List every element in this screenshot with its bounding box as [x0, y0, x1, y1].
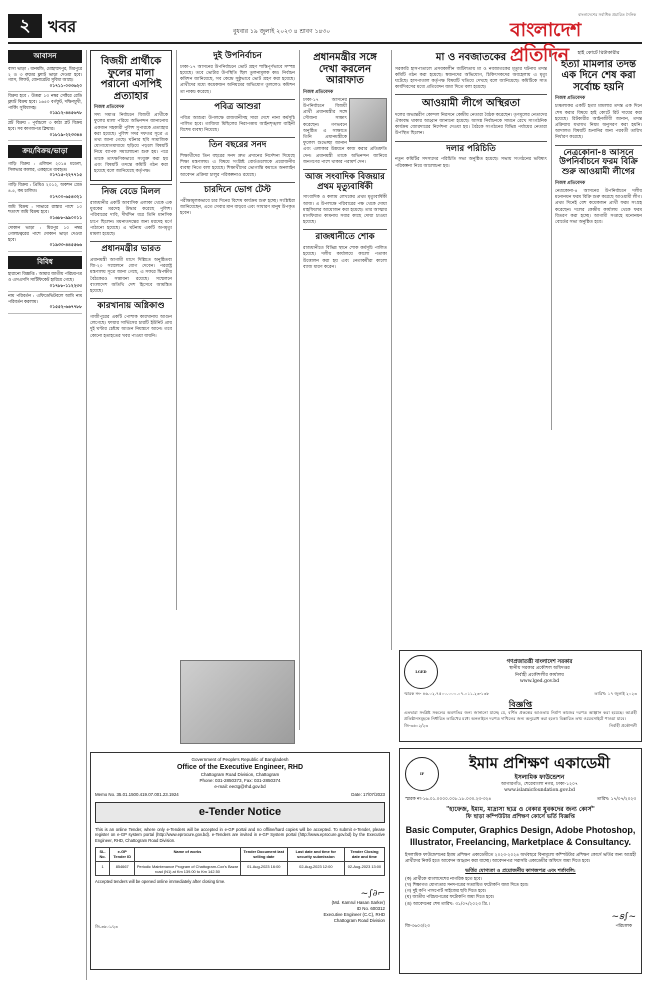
divider [90, 298, 172, 299]
etender-signature-block [95, 888, 385, 924]
story-body: চাঞ্চল্যকর একটি হত্যা মামলার তদন্ত এক দিনে শেষ করার বিষয়ে হাই কোর্টে রিট দায়ের করা হয়েছে। রিটকারীর আইনজীবী জানান, তদন্ত প্রক্রিয়ায় যথাযথ নিয়ম অনুসরণ করা হয়নি। আদালত বিষয়টি শুনানির জন্য পরবর্তী তারিখ নির্ধারণ করেছে। [555, 104, 642, 141]
etender-office: Office of the Executive Engineer, RHD [176, 764, 304, 772]
signer-office: Chattogram Road Division [333, 917, 385, 923]
ad-gov-title: গণপ্রজাতন্ত্রী বাংলাদেশ সরকার [506, 659, 573, 666]
classified-phone[interactable]: ০১৯১২-৪৪৫৬৭৮ [49, 111, 82, 117]
news-column-2 [90, 50, 172, 600]
story-body: নেত্রকোনা-৪ আসনের উপনির্বাচনে দলীয় মনোনয়ন ফরম বিক্রি শুরু করেছে আওয়ামী লীগ। প্রথম দিনেই বেশ কয়েকজন প্রার্থী ফরম সংগ্রহ করেছেন। দলের কেন্দ্রীয় কার্যালয় থেকে ফরম বিতরণ করা হচ্ছে। আগামী সপ্তাহে মনোনয়ন বোর্ডের সভা অনুষ্ঠিত হবে। [555, 189, 642, 226]
table-cell: 854667 [110, 862, 135, 876]
column-rule [299, 50, 300, 730]
table-header-cell: Last date and time for security submission [287, 847, 344, 861]
classified-text: গাড়ি বিক্রয় : এলিয়ন ২০১৪ মডেল, সিলভার কালার, একহাতে ব্যবহৃত। [8, 161, 82, 173]
headline[interactable]: মা ও নবজাতকের [435, 52, 507, 63]
classified-ad[interactable] [8, 120, 82, 141]
classified-ad[interactable] [8, 92, 82, 119]
classified-phone[interactable]: ০১৭০০-৬৫৪৩২১ [49, 194, 82, 200]
story-body: দলের অভ্যন্তরীণ কোন্দল নিরসনে কেন্দ্রীয় নেতারা বৈঠক করেছেন। তৃণমূলের নেতাদের ঐক্যবদ্ধ থাকার আহ্বান জানানো হয়েছে। আসন্ন নির্বাচনকে সামনে রেখে সাংগঠনিক কার্যক্রম জোরদারের নির্দেশনা দেওয়া হয়। বৈঠকে সংগঠনের বিভিন্ন পর্যায়ের নেতারা উপস্থিত ছিলেন। [395, 112, 547, 137]
story-body: পবিত্র আশুরা উপলক্ষে রাজধানীসহ সারা দেশে নানা কর্মসূচি পালিত হবে। তাজিয়া মিছিলের নিরাপত্তায় আইনশৃঙ্খলা বাহিনী বিশেষ ব্যবস্থা নিয়েছে। [180, 115, 295, 133]
logo-text: বাংলাদেশ প্রতিদিন [510, 19, 581, 67]
classifieds-heading-misc: বিবিধ [8, 256, 82, 269]
ad-course-list: Basic Computer, Graphics Design, Adobe Photoshop, Illustrator, Freelancing, Marketplace & Consultancy. [405, 825, 636, 847]
ad-body: ইসলামিক ফাউন্ডেশনের ইমাম প্রশিক্ষণ একাডেমীতে ২০২৩-২০২৪ অর্থবছরে বিনামূল্যে কম্পিউটার প্রশিক্ষণ কোর্সে ভর্তির জন্য আগ্রহী প্রার্থীদের নিকট হতে আবেদন আহ্বান করা যাচ্ছে। আবেদনপত্র সরাসরি একাডেমীর অফিসে জমা দিতে হবে। [405, 852, 636, 864]
ad-signer: পরিচালক [615, 923, 632, 929]
signature: ~ꞩ∫~ [611, 911, 636, 922]
divider [395, 141, 547, 142]
story-body: নতুন কমিটির সদস্যদের পরিচিতি সভা অনুষ্ঠিত হয়েছে। সভায় সংগঠনের ভবিষ্যৎ পরিকল্পনা নিয়ে আলোচনা হয়। [395, 157, 547, 169]
headline[interactable]: নিজ বেডে মিলল [101, 187, 161, 198]
condition-item: (ক) প্রার্থীকে বাংলাদেশের নাগরিক হতে হবে। [405, 876, 482, 882]
ad-gov-memo: স্মারক নং- ৪৬.০২.৭৫০০.০০০.০৭.০১১.২৩-১৩৮ [404, 691, 490, 696]
headline[interactable]: বিজয়ী প্রার্থীকে ফুলের মালা পরানো এসপিই প্রত্যাহার [100, 56, 162, 102]
logo-tagline: বাংলাদেশের সর্বাধিক প্রচারিত দৈনিক [578, 12, 636, 17]
islamic-foundation-ad [399, 748, 642, 974]
sale-list [8, 160, 82, 251]
news-column-5 [395, 50, 547, 650]
classified-text: গাড়ি বিক্রয় : প্রিমিও ২০১২, অকশন গ্রেড ৪.৫, কম চালিত। [8, 183, 82, 194]
byline: নিজস্ব প্রতিবেদক [94, 105, 125, 110]
ad-gov-signer: নির্বাহী প্রকৌশলী [609, 723, 637, 729]
divider [90, 241, 172, 242]
headline[interactable]: পবিত্র আশুরা [214, 101, 261, 112]
news-photo [349, 98, 387, 142]
headline[interactable]: দলার পরিচিতি [446, 143, 496, 154]
classified-text: জমি বিক্রয় : সাভারে রাস্তার পাশে ১০ শতাংশ জমি বিক্রয় হবে। [8, 204, 82, 216]
headline[interactable]: প্রধানমন্ত্রীর সঙ্গে দেখা করলেন আরাফাত [313, 52, 377, 86]
classified-text: প্লট বিক্রয় : পূর্বাচলে ৩ কাঠা প্লট বিক্রয় হবে। সব কাগজপত্র ক্লিয়ার। [8, 121, 82, 132]
ad-gov-notice-title: বিজ্ঞপ্তি [508, 698, 533, 709]
column-rule [86, 50, 87, 980]
column-rule [391, 50, 392, 650]
story-body: শিক্ষার্থীদের তিন বছরের সনদ দ্রুত প্রদানের নির্দেশনা দিয়েছে শিক্ষা মন্ত্রণালয়। এ বিষয়ে সংশ্লিষ্ট বোর্ডগুলোকে প্রয়োজনীয় ব্যবস্থা নিতে বলা হয়েছে। শিক্ষার্থীদের ভোগান্তি কমাতে অনলাইন আবেদন প্রক্রিয়া চালুর পরিকল্পনাও রয়েছে। [180, 153, 295, 178]
etender-division: Chattogram Road Division, Chattogram [200, 772, 280, 778]
signer-name: (Md. Kamrul Hasan Sarker) [331, 900, 385, 906]
ad-gov-subtitle: স্থানীয় সরকার প্রকৌশল অধিদপ্তর [509, 666, 570, 672]
housing-list [8, 65, 82, 141]
table-header-cell: e-GP Tender ID [110, 847, 135, 861]
gov-seal-icon: LGED [404, 655, 438, 689]
story-body: রাজধানীতে বিভিন্ন স্থানে শোক কর্মসূচি পালিত হয়েছে। দলীয় কার্যালয়ে কালো পতাকা উত্তোলন করা হয় এবং নেতাকর্মীরা কালো ব্যাজ ধারণ করেন। [303, 246, 387, 270]
section-title: খবর [48, 17, 77, 36]
table-header-cell: Tender Document last selling date [240, 847, 287, 861]
news-column-4 [303, 50, 387, 650]
ad-foundation: ইসলামিক ফাউন্ডেশন [514, 773, 565, 781]
classified-text: বিক্রয় হবে : উত্তরা ১৩ নম্বর সেক্টরে রেডি ফ্ল্যাট বিক্রয় হবে। ১৬৫০ বর্গফুট, দক্ষিণমুখী, পার্কিং সুবিধাসহ। [8, 93, 82, 111]
classified-phone[interactable]: ০১৫৫২-৬৬৭৭৮৮ [49, 305, 82, 311]
ad-date: তারিখ: ১৭/০৭/২০২৩ [597, 796, 636, 802]
signature: ~∫∂⌐ [360, 889, 385, 899]
table-cell: 01-Aug-2023 16:00 [240, 862, 287, 876]
ad-course-title: "হাফেজ, ইমাম, মাদ্রাসা ছাত্র ও বেকার যুবকদের জন্য কোর্স" [446, 805, 595, 813]
story-body: গাজীপুরের একটি পোশাক কারখানায় আগুন লেগেছে। ফায়ার সার্ভিসের চারটি ইউনিট প্রায় দুই ঘণ্টার চেষ্টায় আগুন নিয়ন্ত্রণে আনে। তবে কোনো হতাহতের খবর পাওয়া যায়নি। [90, 314, 172, 339]
classified-phone[interactable]: ০১৭৮৮-১১২২৩৩ [49, 283, 82, 289]
ad-gov-body: এতদ্বারা সংশ্লিষ্ট সকলের অবগতির জন্য জানানো যাচ্ছে যে, বর্ণিত প্রকল্পের আওতায় নির্মাণ কাজের দরপত্র আহ্বান করা হয়েছে। আগ্রহী প্রতিষ্ঠানসমূহকে নির্ধারিত তারিখের মধ্যে অনলাইনে দরপত্র দাখিলের জন্য অনুরোধ করা হলো। বিস্তারিত তথ্য ওয়েবসাইটে পাওয়া যাবে। [404, 710, 637, 721]
classifieds-column [8, 50, 82, 980]
byline: নিজস্ব প্রতিবেদক [303, 89, 334, 95]
story-body: ঢাকা-১৭ আসনের উপনির্বাচনে বিজয়ী প্রার্থী প্রধানমন্ত্রীর সঙ্গে সৌজন্য সাক্ষাৎ করেছেন। গণভবনে অনুষ্ঠিত এ সাক্ষাতে তিনি প্রধানমন্ত্রীকে ফুলেল শুভেচ্ছা জানান এবং এলাকার উন্নয়নে কাজ করার প্রতিশ্রুতি দেন। প্রধানমন্ত্রী তাকে অভিনন্দন জানিয়ে জনগণের পাশে থাকার পরামর্শ দেন। [303, 97, 387, 165]
table-header-cell: Tender Closing date and time [344, 847, 384, 861]
news-column-3 [180, 50, 295, 600]
divider [303, 229, 387, 230]
table-cell: 1 [96, 862, 110, 876]
classified-phone[interactable]: ০১৬৮৮-৯৯০০১১ [49, 216, 82, 222]
ad-conditions-title: ভর্তির যোগ্যতা ও প্রয়োজনীয় কাগজপত্র এবং শর্তাবলি: [465, 867, 576, 874]
classifieds-heading-sale: ক্রয়/বিক্রয়/ভাড়া [8, 145, 82, 158]
news-photo [180, 660, 295, 744]
headline[interactable]: কারখানায় অগ্নিকাণ্ড [97, 301, 165, 312]
classified-ad[interactable] [8, 292, 82, 313]
classified-ad[interactable] [8, 65, 82, 92]
divider [180, 182, 295, 183]
news-column-6 [555, 50, 642, 430]
condition-item: (খ) শিক্ষাগত যোগ্যতার সনদপত্রের সত্যায়িত ফটোকপি জমা দিতে হবে। [405, 882, 529, 888]
classified-ad[interactable] [8, 203, 82, 224]
table-cell: Periodic Maintenance Program of Chattogram-Cox's Bazar road (N1) at Km 139.00 to Km 142.50 [135, 862, 241, 876]
classified-ad[interactable] [8, 224, 82, 251]
table-header-cell: SL. No. [96, 847, 110, 861]
headline[interactable]: হত্যা মামলার তদন্ত এক দিনে শেষ করা সর্বোচ্চ হয়নি [560, 58, 637, 93]
story-body: রাজধানীর একটি আবাসিক এলাকা থেকে এক যুবকের মরদেহ উদ্ধার করেছে পুলিশ। পরিবারের দাবি, দীর্ঘদিন ধরে তিনি মানসিক চাপে ছিলেন। ময়নাতদন্তের জন্য মরদেহ মর্গে পাঠানো হয়েছে। এ ঘটনায় একটি অপমৃত্যু মামলা হয়েছে। [90, 201, 172, 238]
headline[interactable]: চারদিনে ভোগ টেস্ট [204, 184, 271, 195]
signer-title: Executive Engineer (C.C), RHD [323, 912, 385, 918]
table-row [96, 862, 385, 876]
etender-table-header [96, 847, 385, 861]
ad-gov-website[interactable]: www.lged.gov.bd [519, 678, 560, 684]
headline[interactable]: রাজধানীতে শোক [315, 232, 375, 243]
story-body: ঢাকা-১৭ আসনের উপনির্বাচনে ভোট গ্রহণ শান্তিপূর্ণভাবে সম্পন্ন হয়েছে। তবে ভোটার উপস্থিতি ছিল তুলনামূলক কম। নির্বাচন কমিশন জানিয়েছে, সব কেন্দ্রে সুষ্ঠুভাবে ভোট গ্রহণ করা হয়েছে। প্রার্থীদের মধ্যে কয়েকজন অনিয়মের অভিযোগ তুললেও কমিশন তা নাকচ করেছে। [180, 64, 295, 95]
etender-memo: Memo No. 35.01.1500.419.07.001.23.1924 [95, 792, 179, 798]
page-number: ২ [8, 14, 42, 38]
condition-item: (ঘ) জাতীয় পরিচয়পত্রের ফটোকপি জমা দিতে হবে। [405, 895, 495, 901]
column-rule [176, 50, 177, 610]
table-cell: 02-Aug-2023 13:00 [344, 862, 384, 876]
signer-id: ID No. 600312 [356, 906, 385, 912]
condition-item: (ঙ) আবেদনের শেষ তারিখ: ৩১/০৭/২০২৩ খ্রি.। [405, 901, 490, 907]
divider [303, 169, 387, 170]
classified-phone[interactable]: ০১৭১৫-২২৭৭১৫ [49, 173, 82, 179]
headline[interactable]: আজ সংবাদিক বিজয়ার প্রথম মৃত্যুবার্ষিকী [305, 171, 385, 192]
classified-text: নাম পরিবর্তন : এফিডেভিটবলে আমি নাম পরিবর্তন করলাম। [8, 293, 82, 305]
headline[interactable]: দুই উপনির্বাচন [213, 51, 262, 61]
etender-phone: Phone: 031-2850373, Fax: 031-2850374 [199, 778, 281, 784]
story-body: সরকারি হাসপাতালে প্রসবকালীন জটিলতায় মা ও নবজাতকের মৃত্যুর ঘটনায় তদন্ত কমিটি গঠন করা হয়েছে। স্বজনদের অভিযোগ, চিকিৎসকদের অবহেলায় এ মৃত্যু ঘটেছে। হাসপাতাল কর্তৃপক্ষ বিষয়টি খতিয়ে দেখছে বলে জানিয়েছে। কমিটিকে সাত কার্যদিবসের মধ্যে প্রতিবেদন জমা দিতে বলা হয়েছে। [395, 66, 547, 91]
headline[interactable]: আওয়ামী লীগে অস্থিরতা [421, 98, 521, 110]
divider [555, 145, 642, 146]
story-body: প্রধানমন্ত্রী আগামী মাসে দিল্লিতে অনুষ্ঠিতব্য জি-২০ সম্মেলনে যোগ দেবেন। পররাষ্ট্র মন্ত্রণালয় সূত্রে জানা গেছে, এ সফরে দ্বিপক্ষীয় বৈঠকেরও সম্ভাবনা রয়েছে। সম্মেলনে বাংলাদেশ অতিথি দেশ হিসেবে আমন্ত্রিত হয়েছে। [90, 257, 172, 294]
classified-ad[interactable] [8, 160, 82, 181]
photo-block [180, 660, 295, 744]
etender-gov: Government of People's Republic of Bangladesh [191, 757, 289, 762]
ad-course-subtitle: ফি ছাড়া কম্পিউটার প্রশিক্ষণ কোর্সে ভর্তি বিজ্ঞপ্তি [465, 813, 576, 820]
misc-list [8, 271, 82, 314]
classified-text: বাসা ভাড়া : ধানমন্ডি, মোহাম্মদপুর, মিরপুরে ২ ও ৩ রুমের ফ্ল্যাট ভাড়া দেওয়া হবে। গ্যাস, লিফট, জেনারেটর সুবিধা আছে। [8, 66, 82, 84]
etender-title: e-Tender Notice [95, 802, 385, 823]
classifieds-heading-housing: আবাসন [8, 50, 82, 63]
headline[interactable]: তিন বছরের সনদ [208, 140, 267, 151]
classified-ad[interactable] [8, 271, 82, 292]
classified-ad[interactable] [8, 182, 82, 203]
etender-footer: Accepted tenders will be opened online immediately after closing time. [95, 879, 226, 885]
story-body: সদ্য সমাপ্ত নির্বাচনে বিজয়ী প্রার্থীকে ফুলের মালা পরিয়ে অভিনন্দন জানানোয় একজন সহকারী পুলিশ সুপারকে প্রত্যাহার করা হয়েছে। পুলিশ সদর দফতর সূত্রে এ তথ্য জানা গেছে। ঘটনার ছবি সামাজিক যোগাযোগমাধ্যমে ছড়িয়ে পড়লে বিষয়টি নিয়ে ব্যাপক সমালোচনা শুরু হয়। পরে তাকে তাৎক্ষণিকভাবে সংযুক্ত করা হয় এবং বিষয়টি তদন্তে কমিটি গঠন করা হয়েছে বলে জানিয়েছে কর্তৃপক্ষ। [94, 113, 168, 175]
headline-kicker: হাই কোর্টে রিটাকারীর [577, 50, 620, 56]
divider [395, 94, 547, 95]
ad-reference: জি-৩৬০২/২৩ [404, 723, 429, 729]
story-body: সাংবাদিক ও কলাম লেখকের প্রথম মৃত্যুবার্ষিকী আজ। এ উপলক্ষে পরিবারের পক্ষ থেকে দোয়া মাহফিলের আয়োজন করা হয়েছে। তার আত্মার মাগফিরাত কামনায় সবার কাছে দোয়া চাওয়া হয়েছে। [303, 195, 387, 226]
etender-date: Date: 17/07/2023 [351, 792, 385, 798]
etender-ad [90, 752, 390, 970]
headline[interactable]: প্রধানমন্ত্রীর ভারত [101, 244, 161, 255]
ad-address: আগারগাঁও, শেরেবাংলা নগর, ঢাকা-১২০৭ [500, 781, 579, 787]
ad-org-name: ইমাম প্রশিক্ষণ একাডেমী [469, 754, 610, 772]
column-rule [551, 50, 552, 430]
classified-phone[interactable]: ০১৮১৯-২২৩৩৪৪ [49, 132, 82, 138]
ad-website[interactable]: www.islamicfoundation.gov.bd [504, 787, 575, 793]
islamic-foundation-logo-icon: IF [405, 757, 439, 791]
classified-text: দোকান ভাড়া : মিরপুর ১০ নম্বর গোলচত্বরের পাশে দোকান ভাড়া দেওয়া হবে। [8, 225, 82, 243]
table-cell: 02-Aug-2023 12:00 [287, 862, 344, 876]
dateline: বুধবার ১৯ জুলাই ২০২৩ ৪ শ্রাবণ ১৪৩০ [233, 28, 331, 35]
byline: নিজস্ব প্রতিবেদক [555, 96, 586, 102]
table-header-cell: Name of works [135, 847, 241, 861]
etender-email[interactable]: e-mail: eectg@rhd.gov.bd [214, 784, 266, 790]
byline: নিজস্ব প্রতিবেদক [555, 180, 586, 186]
divider [180, 137, 295, 138]
headline[interactable]: নেত্রকোনা-৪ আসনে উপনির্বাচনে ফরম বিক্রি শুরু আওয়ামী লীগের [559, 147, 638, 178]
ad-conditions-list [405, 877, 636, 908]
ad-reference: জি-৩৬০৩/২৩ [405, 923, 430, 929]
classified-phone[interactable]: ০১৭১১-০৩৩৬২০ [49, 84, 82, 90]
etender-table [95, 847, 385, 877]
ad-reference: জি-৩৬০১/২৩ [95, 923, 118, 929]
divider [180, 99, 295, 100]
classified-text: হারানো বিজ্ঞপ্তি : আমার জাতীয় পরিচয়পত্র ও এসএসসি সার্টিফিকেট হারিয়ে গেছে। [8, 272, 82, 284]
ad-gov-date: তারিখ: ১৭ জুলাই ২০২৩ [594, 691, 637, 696]
story-body: পরীক্ষামূলকভাবে চার দিনের বিশেষ কার্যক্রম শুরু হচ্ছে। সংশ্লিষ্টরা জানিয়েছেন, এতে সেবার মান বাড়বে এবং সাধারণ মানুষ উপকৃত হবেন। [180, 198, 295, 216]
condition-item: (গ) দুই কপি পাসপোর্ট সাইজের ছবি দিতে হবে। [405, 889, 487, 895]
etender-intro: This is an online Tender, where only e-Tenders will be accepted in e-GP portal and no offline/hard copies will be accepted. To submit e-Tender, please register on e-GP system portal (http://www.eprocure.gov.bd). e-Tenders are invited in e-GP System portal (http://www.eprocure.gov.bd) by the Executive Engineer, RHD, Chattogram Road Division. [95, 826, 385, 844]
divider [90, 184, 172, 185]
classified-phone[interactable]: ০১৯৩৩-৪৪৫৫৬৬ [49, 243, 82, 249]
story-box [90, 50, 172, 181]
gov-notice-ad [399, 650, 642, 742]
ad-gov-office: নির্বাহী প্রকৌশলীর কার্যালয় [514, 672, 565, 678]
ad-memo: স্মারক নং-১৬.০১.০০০০.০০৮.১৮.০৩০.২৩-৩২৪ [405, 796, 492, 802]
